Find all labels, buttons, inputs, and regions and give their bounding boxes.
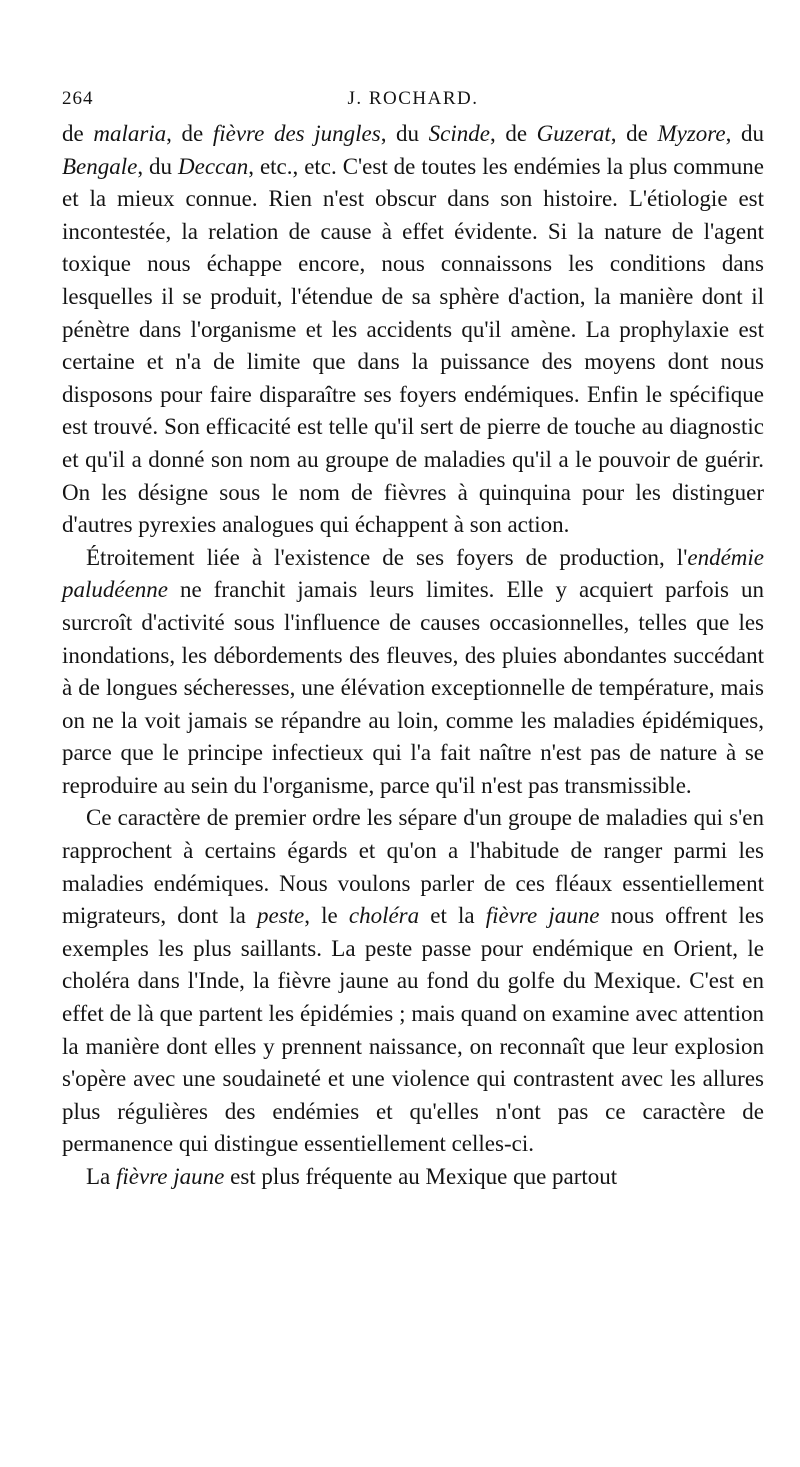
body-text: [62, 118, 764, 1194]
page-number: 264: [62, 88, 94, 109]
italic-term: fièvre des jungles: [212, 121, 381, 146]
italic-term: fièvre jaune: [485, 903, 600, 929]
italic-term: choléra: [348, 903, 420, 929]
book-page: [62, 88, 764, 1194]
italic-term: malaria: [93, 121, 167, 146]
italic-term: fièvre jaune: [116, 1164, 225, 1189]
running-head: J. ROCHARD.: [347, 88, 479, 109]
paragraph: Étroitement liée à l'existence de ses foyers de production, l'endémie paludéenne ne franchit jamais leurs limites. Elle y acquiert parfois un surcroît d'activité sous l'influence de causes occasionnelles, telles que les inondations, les débordements des fleuves, des pluies abondantes succédant à de longues sécheresses, une élévation exceptionnelle de température, mais on ne la voit jamais se répandre au loin, comme les maladies épidémiques, parce que le principe infectieux qui l'a fait naître n'est pas de nature à se reproduire au sein du l'organisme, parce qu'il n'est pas transmissible.: [62, 544, 764, 798]
paragraph: Ce caractère de premier ordre les sépare d'un groupe de maladies qui s'en rapprochent à certains égards et qu'on a l'habitude de ranger parmi les maladies endémiques. Nous voulons parler de ces fléaux essentiellement migrateurs, dont la peste, le choléra et la fièvre jaune nous offrent les exemples les plus saillants. La peste passe pour endémique en Orient, le choléra dans l'Inde, la fièvre jaune au fond du golfe du Mexique. C'est en effet de là que partent les épidémies ; mais quand on examine avec attention la manière dont elles y prennent naissance, on reconnaît que leur explosion s'opère avec une soudaineté et une violence qui contrastent avec les allures plus régulières des endémies et qu'elles n'ont pas ce caractère de permanence qui distingue essentiellement celles-ci.: [62, 805, 764, 1157]
page-header: [62, 88, 764, 118]
paragraph: La fièvre jaune est plus fréquente au Mexique que partout: [86, 1164, 618, 1189]
italic-term: peste: [256, 903, 305, 929]
italic-term: Scinde: [428, 121, 490, 146]
italic-term: Deccan: [178, 153, 249, 179]
italic-term: endémie paludéenne: [62, 544, 764, 603]
italic-term: Bengale: [62, 153, 138, 179]
italic-term: Myzore: [657, 121, 726, 146]
paragraph: de malaria, de fièvre des jungles, du Scinde, de Guzerat, de Myzore, du Bengale, du Deccan, etc., etc. C'est de toutes les endémies la plus commune et la mieux connue. Rien n'est obscur dans son histoire. L'étiologie est incontestée, la relation de cause à effet évidente. Si la nature de l'agent toxique nous échappe encore, nous connaissons les conditions dans lesquelles il se produit, l'étendue de sa sphère d'action, la manière dont il pénètre dans l'organisme et les accidents qu'il amène. La prophylaxie est certaine et n'a de limite que dans la puissance des moyens dont nous disposons pour faire disparaître ses foyers endémiques. Enfin le spécifique est trouvé. Son efficacité est telle qu'il sert de pierre de touche au diagnostic et qu'il a donné son nom au groupe de maladies qu'il a le pouvoir de guérir. On les désigne sous le nom de fièvres à quinquina pour les distinguer d'autres pyrexies analogues qui échappent à son action.: [62, 121, 765, 538]
italic-term: Guzerat: [536, 121, 611, 146]
